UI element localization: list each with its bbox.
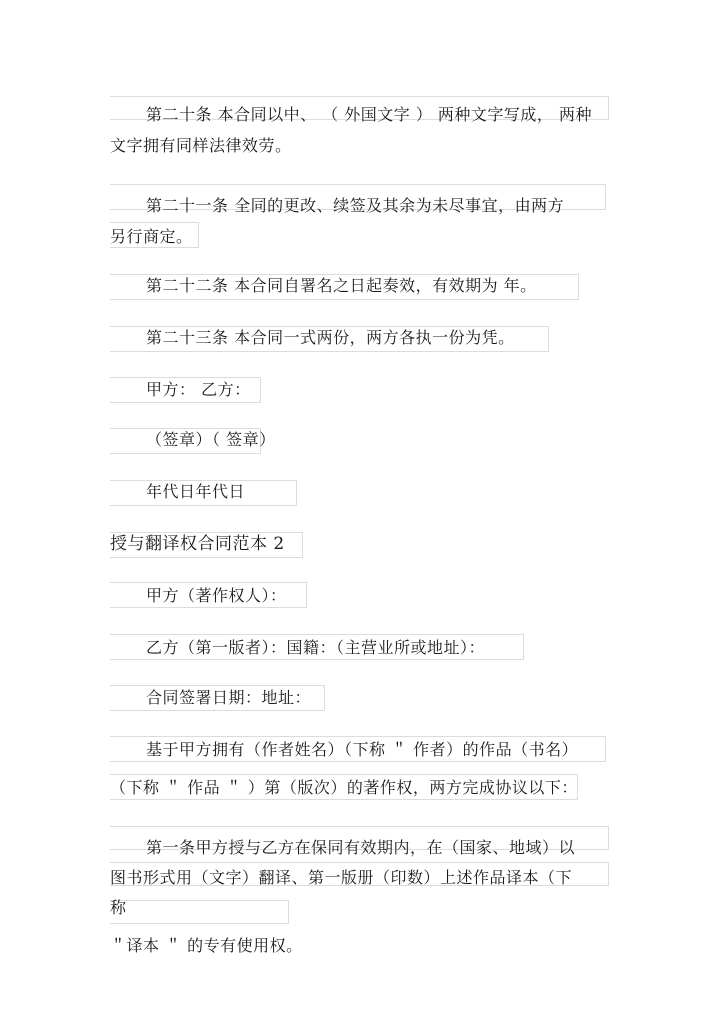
article-21-line-2: 另行商定。: [110, 227, 193, 246]
preamble-line-2: （下称 ＂ 作品 ＂ ）第（版次）的著作权，两方完成协议以下：: [110, 778, 578, 797]
date-labels: 年代日年代日: [146, 482, 246, 501]
clause-1-line-1: 第一条甲方授与乙方在保同有效期内，在（国家、地域）以: [146, 838, 576, 857]
party-b: 乙方（第一版者）：国籍：（主营业所或地址）：: [146, 638, 486, 657]
seal-labels: （签章）（ 签章）: [146, 430, 276, 449]
article-21-line-1: 第二十一条 全同的更改、续签及其余为未尽事宜，由两方: [146, 196, 565, 215]
clause-1-line-3: 称: [110, 898, 127, 917]
party-a: 甲方（著作权人）：: [146, 586, 287, 605]
text-region-outline: [110, 900, 289, 924]
signing-date-address: 合同签署日期：地址：: [146, 688, 312, 707]
article-20-line-1: 第二十条 本合同以中、 （ 外国文字 ） 两种文字写成， 两种: [146, 105, 593, 124]
article-23: 第二十三条 本合同一式两份，两方各执一份为凭。: [146, 328, 515, 347]
article-22: 第二十二条 本合同自署名之日起奏效，有效期为 年。: [146, 276, 537, 295]
party-labels: 甲方： 乙方：: [146, 380, 251, 399]
section-heading: 授与翻译权合同范本 2: [110, 534, 285, 554]
clause-1-line-4: ＂译本 ＂ 的专有使用权。: [110, 936, 303, 955]
article-20-line-2: 文字拥有同样法律效劳。: [110, 136, 292, 155]
clause-1-line-2: 图书形式用（文字）翻译、第一版册（印数）上述作品译本（下: [110, 868, 573, 887]
preamble-line-1: 基于甲方拥有（作者姓名）（下称 ＂ 作者）的作品（书名）: [146, 740, 579, 759]
